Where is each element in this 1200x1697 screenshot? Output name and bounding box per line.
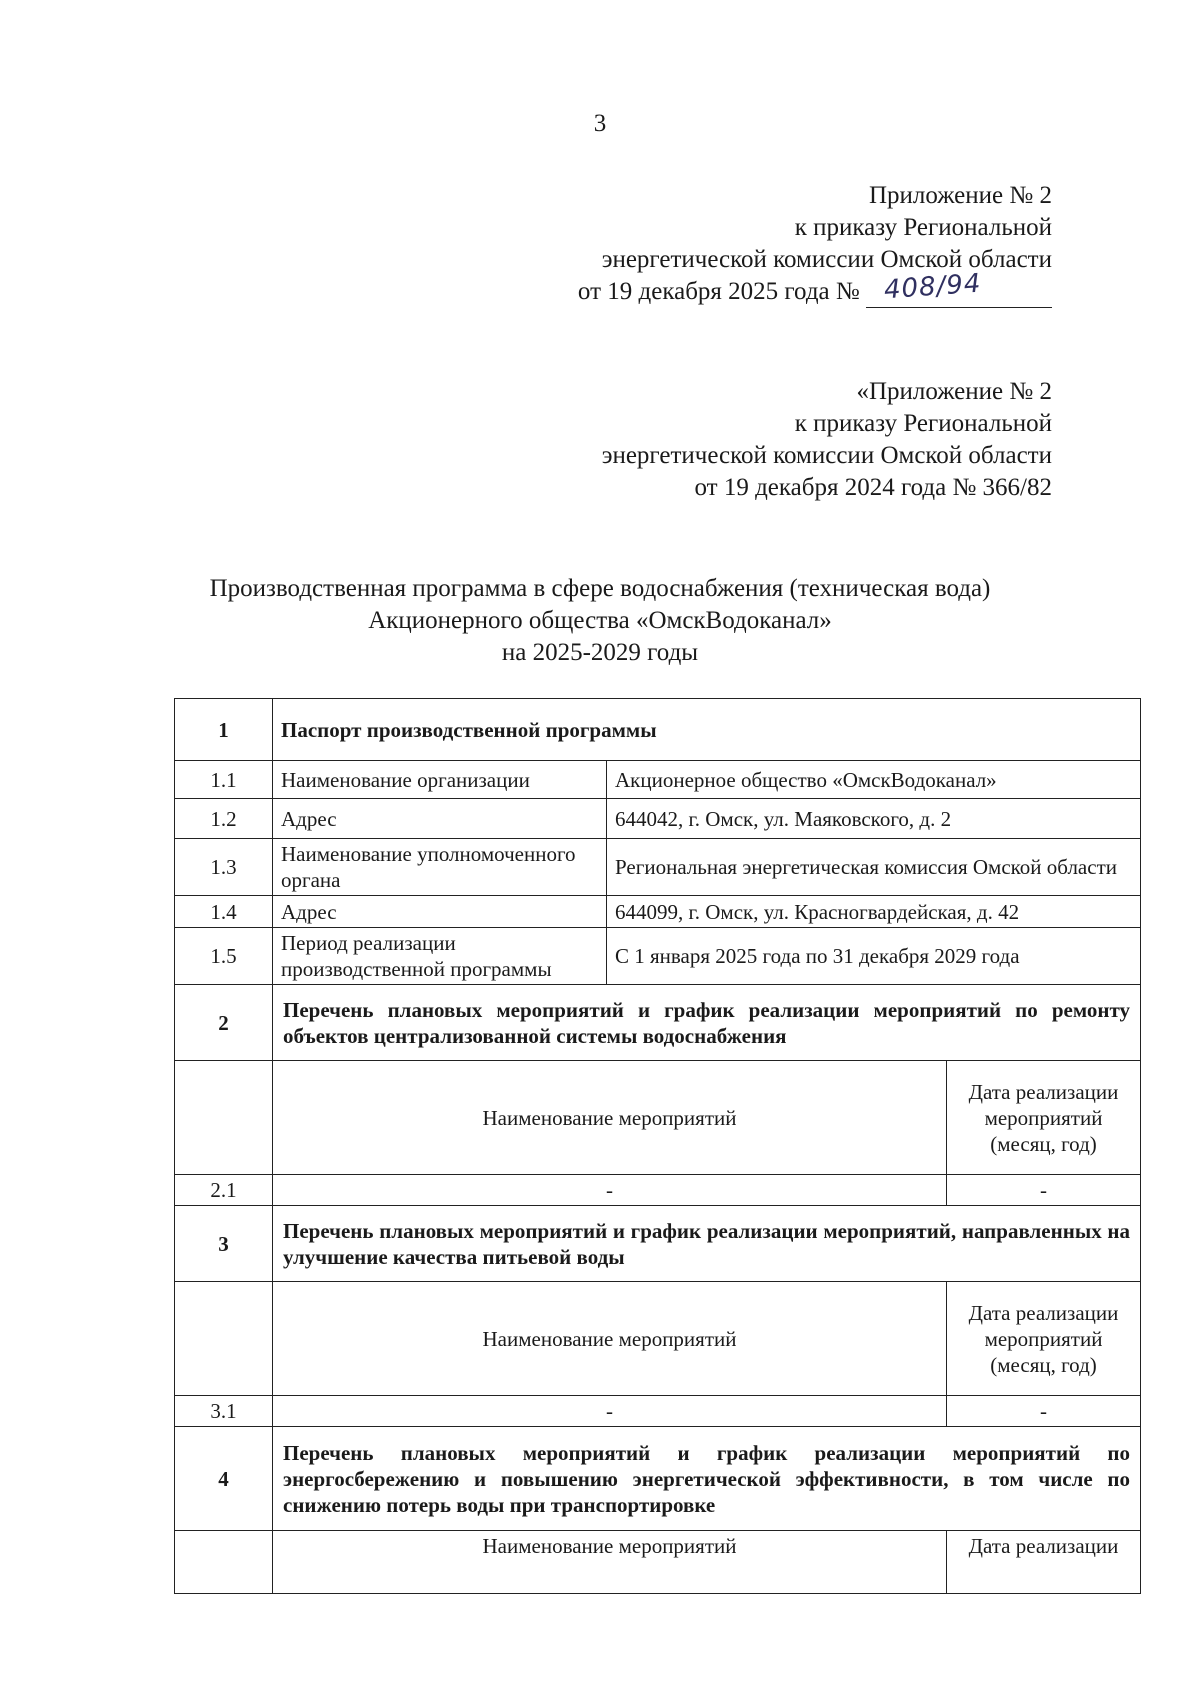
row-number: 2.1 — [175, 1175, 273, 1206]
title-line-1: Производственная программа в сфере водоснабжения (техническая вода) — [209, 575, 991, 602]
document-title — [0, 573, 1200, 669]
section-title: Перечень плановых мероприятий и график реализации мероприятий, направленных на улучшение качества питьевой воды — [273, 1206, 1141, 1282]
handwritten-order-number: 408/94 — [883, 268, 983, 306]
column-header-date: Дата реализации мероприятий (месяц, год) — [947, 1061, 1141, 1175]
row-number: 3.1 — [175, 1396, 273, 1427]
section-1-row — [175, 699, 1141, 761]
column-header-name: Наименование мероприятий — [273, 1282, 947, 1396]
section-title: Перечень плановых мероприятий и график реализации мероприятий по энергосбережению и повышению энергетической эффективности, в том числе по снижению потерь воды при транспортировке — [273, 1427, 1141, 1531]
appendix-header-new — [578, 180, 1052, 308]
row-value: Региональная энергетическая комиссия Омской области — [607, 839, 1141, 896]
row-label: Адрес — [273, 799, 607, 839]
column-header-date: Дата реализации мероприятий (месяц, год) — [947, 1282, 1141, 1396]
section-3-row — [175, 1206, 1141, 1282]
section-3-header-row — [175, 1282, 1141, 1396]
row-value: - — [273, 1396, 947, 1427]
row-number: 1.1 — [175, 761, 273, 799]
table-row — [175, 1396, 1141, 1427]
table-row — [175, 896, 1141, 928]
section-title: Паспорт производственной программы — [273, 699, 1141, 761]
row-value: Акционерное общество «ОмскВодоканал» — [607, 761, 1141, 799]
column-header-name: Наименование мероприятий — [273, 1061, 947, 1175]
title-line-2: Акционерного общества «ОмскВодоканал» — [368, 607, 832, 634]
row-number: 1.4 — [175, 896, 273, 928]
order-number-field — [866, 268, 1052, 308]
row-label: Наименование организации — [273, 761, 607, 799]
table-row — [175, 1175, 1141, 1206]
section-2-header-row — [175, 1061, 1141, 1175]
appendix-old-order-ref: к приказу Региональной — [794, 410, 1052, 437]
section-2-row — [175, 985, 1141, 1061]
section-number: 1 — [175, 699, 273, 761]
section-4-header-row — [175, 1531, 1141, 1594]
row-value: 644099, г. Омск, ул. Красногвардейская, д. 42 — [607, 896, 1141, 928]
row-value: 644042, г. Омск, ул. Маяковского, д. 2 — [607, 799, 1141, 839]
section-number: 3 — [175, 1206, 273, 1282]
row-value: С 1 января 2025 года по 31 декабря 2029 года — [607, 928, 1141, 985]
appendix-old-date: от 19 декабря 2024 года № 366/82 — [694, 474, 1052, 501]
row-number: 1.5 — [175, 928, 273, 985]
appendix-authority: энергетической комиссии Омской области — [601, 246, 1052, 273]
section-number: 2 — [175, 985, 273, 1061]
empty-cell — [175, 1531, 273, 1594]
column-header-name: Наименование мероприятий — [273, 1531, 947, 1594]
row-number: 1.3 — [175, 839, 273, 896]
table-row — [175, 761, 1141, 799]
row-number: 1.2 — [175, 799, 273, 839]
table-row — [175, 839, 1141, 896]
empty-cell — [175, 1282, 273, 1396]
appendix-header-old — [602, 376, 1052, 504]
appendix-date-line — [577, 268, 1052, 308]
row-label: Адрес — [273, 896, 607, 928]
appendix-date: от 19 декабря 2025 года № — [577, 278, 860, 305]
empty-cell — [175, 1061, 273, 1175]
production-program-table — [174, 698, 1141, 1594]
title-line-3: на 2025-2029 годы — [501, 639, 699, 666]
column-header-date: Дата реализации — [947, 1531, 1141, 1594]
row-date: - — [947, 1175, 1141, 1206]
row-label: Наименование уполномоченного органа — [273, 839, 607, 896]
table-row — [175, 928, 1141, 985]
row-date: - — [947, 1396, 1141, 1427]
page-number: 3 — [593, 110, 607, 137]
appendix-old-authority: энергетической комиссии Омской области — [601, 442, 1052, 469]
table-row — [175, 799, 1141, 839]
appendix-old-title: «Приложение № 2 — [856, 378, 1052, 405]
row-value: - — [273, 1175, 947, 1206]
section-title: Перечень плановых мероприятий и график реализации мероприятий по ремонту объектов централизованной системы водоснабжения — [273, 985, 1141, 1061]
section-number: 4 — [175, 1427, 273, 1531]
row-label: Период реализации производственной программы — [273, 928, 607, 985]
appendix-order-ref: к приказу Региональной — [794, 214, 1052, 241]
appendix-title: Приложение № 2 — [868, 182, 1052, 209]
section-4-row — [175, 1427, 1141, 1531]
